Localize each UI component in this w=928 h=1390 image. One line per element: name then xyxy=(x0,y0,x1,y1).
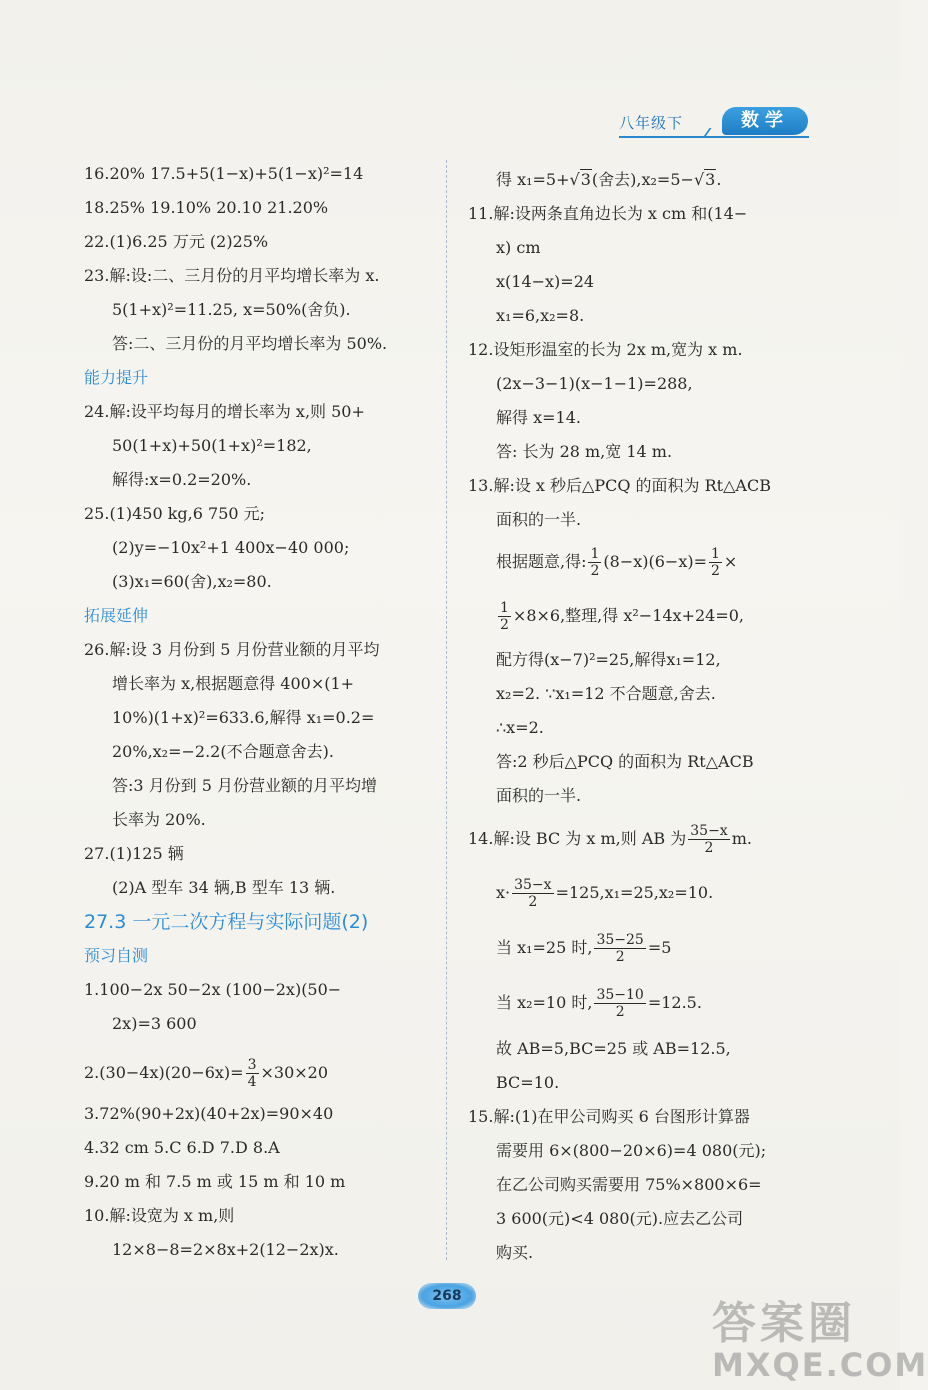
answer-line: 故 AB=5,BC=25 或 AB=12.5, xyxy=(496,1039,731,1058)
text-part: ×8×6,整理,得 x²−14x+24=0, xyxy=(512,606,745,625)
answer-line-fraction xyxy=(84,1056,328,1090)
answer-line-sqrt xyxy=(496,169,721,191)
answer-line: 20%,x₂=−2.2(不合题意舍去). xyxy=(112,742,334,761)
text-part: ×30×20 xyxy=(260,1063,329,1082)
sqrt-radicand: 3 xyxy=(580,170,591,189)
sqrt-radicand: 3 xyxy=(705,170,716,189)
answer-line: 解得:x=0.2=20%. xyxy=(112,470,252,489)
text-part: 14.解:设 BC 为 x m,则 AB 为 xyxy=(468,829,687,848)
text-part: =125,x₁=25,x₂=10. xyxy=(555,883,714,902)
answer-line: 3 600(元)<4 080(元).应去乙公司 xyxy=(496,1209,744,1228)
text-part: 根据题意,得: xyxy=(496,552,587,571)
answer-line: 12×8−8=2×8x+2(12−2x)x. xyxy=(112,1240,339,1259)
answer-line: 配方得(x−7)²=25,解得x₁=12, xyxy=(496,650,721,669)
fraction xyxy=(594,987,645,1020)
text-part: × xyxy=(723,552,738,571)
answer-line: x₁=6,x₂=8. xyxy=(496,306,585,325)
answer-line: 26.解:设 3 月份到 5 月份营业额的月平均 xyxy=(84,640,380,659)
answer-line: 27.(1)125 辆 xyxy=(84,844,184,863)
section-heading-preview: 预习自测 xyxy=(84,946,149,965)
section-title-27-3: 27.3 一元二次方程与实际问题(2) xyxy=(84,911,369,933)
answer-line: x₂=2. ∵x₁=12 不合题意,舍去. xyxy=(496,684,716,703)
answer-line: 13.解:设 x 秒后△PCQ 的面积为 Rt△ACB xyxy=(468,476,771,495)
text-part: (8−x)(6−x)= xyxy=(603,552,707,571)
answer-line-fraction xyxy=(496,599,744,633)
watermark xyxy=(712,1300,928,1382)
fraction-numerator: 1 xyxy=(500,600,509,616)
answer-line: 10.解:设宽为 x m,则 xyxy=(84,1206,235,1225)
answer-line: 面积的一半. xyxy=(496,786,582,805)
fraction-denominator: 2 xyxy=(615,949,625,965)
fraction xyxy=(588,546,601,579)
text-part: x· xyxy=(496,883,511,902)
grade-label: 八年级下 xyxy=(619,114,684,132)
fraction xyxy=(709,546,722,579)
watermark-url: MXQE.COM xyxy=(712,1346,928,1384)
column-divider xyxy=(446,160,447,1260)
fraction-denominator: 2 xyxy=(500,617,509,633)
answer-line: 15.解:(1)在甲公司购买 6 台图形计算器 xyxy=(468,1107,750,1126)
answer-line: 50(1+x)+50(1+x)²=182, xyxy=(112,436,312,455)
answer-line: 16.20% 17.5+5(1−x)+5(1−x)²=14 xyxy=(84,164,364,183)
answer-line-fraction xyxy=(496,931,671,965)
fraction-numerator: 1 xyxy=(590,546,600,562)
answer-line: 12.设矩形温室的长为 2x m,宽为 x m. xyxy=(468,340,743,359)
answer-line: 购买. xyxy=(496,1243,534,1262)
fraction-numerator: 3 xyxy=(247,1057,257,1073)
text-part: . xyxy=(716,170,722,189)
subject-badge: 数学 xyxy=(722,107,808,135)
answer-line: 3.72%(90+2x)(40+2x)=90×40 xyxy=(84,1104,334,1123)
answer-line-fraction xyxy=(468,822,752,856)
answer-line: 解得 x=14. xyxy=(496,408,581,427)
text-part: 得 x₁=5+ xyxy=(496,170,570,189)
answer-line: 4.32 cm 5.C 6.D 7.D 8.A xyxy=(84,1138,280,1157)
section-heading-ability: 能力提升 xyxy=(84,368,149,387)
text-part: 当 x₁=25 时, xyxy=(496,938,593,957)
answer-line: ∴x=2. xyxy=(496,718,544,737)
answer-line: 长率为 20%. xyxy=(112,810,206,829)
fraction xyxy=(512,877,553,910)
fraction-denominator: 2 xyxy=(711,563,720,579)
fraction-numerator: 35−x xyxy=(514,877,552,893)
answer-line: 答:二、三月份的月平均增长率为 50%. xyxy=(112,334,388,353)
fraction-numerator: 35−25 xyxy=(596,932,644,948)
fraction-denominator: 4 xyxy=(247,1074,257,1090)
answer-line: (2)A 型车 34 辆,B 型车 13 辆. xyxy=(112,878,336,897)
answer-line: 面积的一半. xyxy=(496,510,582,529)
answer-line: 11.解:设两条直角边长为 x cm 和(14− xyxy=(468,204,748,223)
text-part: (舍去),x₂=5− xyxy=(591,170,694,189)
answer-line: 在乙公司购买需要用 75%×800×6= xyxy=(496,1175,762,1194)
fraction-denominator: 2 xyxy=(528,894,538,910)
answer-line: (2)y=−10x²+1 400x−40 000; xyxy=(112,538,350,557)
answer-line-fraction xyxy=(496,986,702,1020)
fraction xyxy=(498,600,511,633)
answer-line: 增长率为 x,根据题意得 400×(1+ xyxy=(112,674,355,693)
answer-line: 答:3 月份到 5 月份营业额的月平均增 xyxy=(112,776,378,795)
answer-line-fraction xyxy=(496,545,737,579)
answer-line: 2x)=3 600 xyxy=(112,1014,197,1033)
answer-line: 答:2 秒后△PCQ 的面积为 Rt△ACB xyxy=(496,752,754,771)
answer-line: 5(1+x)²=11.25, x=50%(舍负). xyxy=(112,300,351,319)
answer-line: 25.(1)450 kg,6 750 元; xyxy=(84,504,266,523)
answer-line: 9.20 m 和 7.5 m 或 15 m 和 10 m xyxy=(84,1172,346,1191)
text-part: =5 xyxy=(647,938,672,957)
answer-line-fraction xyxy=(496,876,713,910)
answer-line: x) cm xyxy=(496,238,541,257)
fraction xyxy=(246,1057,259,1090)
page-number: 268 xyxy=(418,1283,476,1309)
answer-line: (2x−3−1)(x−1−1)=288, xyxy=(496,374,693,393)
text-part: 2.(30−4x)(20−6x)= xyxy=(84,1063,244,1082)
watermark-logo-text: 答案圈 xyxy=(712,1298,856,1349)
section-heading-extend: 拓展延伸 xyxy=(84,606,149,625)
answer-line: 24.解:设平均每月的增长率为 x,则 50+ xyxy=(84,402,365,421)
answer-line: 18.25% 19.10% 20.10 21.20% xyxy=(84,198,329,217)
fraction-numerator: 35−x xyxy=(690,823,728,839)
answer-line: (3)x₁=60(舍),x₂=80. xyxy=(112,572,272,591)
answer-line: 1.100−2x 50−2x (100−2x)(50− xyxy=(84,980,342,999)
sqrt-icon: √ xyxy=(693,170,705,189)
fraction-denominator: 2 xyxy=(615,1004,625,1020)
answer-line: 10%)(1+x)²=633.6,解得 x₁=0.2= xyxy=(112,708,375,727)
fraction-denominator: 2 xyxy=(704,840,714,856)
answer-line: 22.(1)6.25 万元 (2)25% xyxy=(84,232,269,251)
text-part: 当 x₂=10 时, xyxy=(496,993,593,1012)
fraction xyxy=(688,823,729,856)
answer-line: 答: 长为 28 m,宽 14 m. xyxy=(496,442,673,461)
text-part: =12.5. xyxy=(647,993,702,1012)
answer-line: 需要用 6×(800−20×6)=4 080(元); xyxy=(496,1141,767,1160)
text-part: m. xyxy=(731,829,752,848)
fraction xyxy=(594,932,645,965)
fraction-denominator: 2 xyxy=(590,563,600,579)
answer-line: x(14−x)=24 xyxy=(496,272,595,291)
fraction-numerator: 1 xyxy=(711,546,720,562)
sqrt-icon: √ xyxy=(569,170,580,189)
answer-line: 23.解:设:二、三月份的月平均增长率为 x. xyxy=(84,266,380,285)
fraction-numerator: 35−10 xyxy=(596,987,644,1003)
answer-line: BC=10. xyxy=(496,1073,560,1092)
